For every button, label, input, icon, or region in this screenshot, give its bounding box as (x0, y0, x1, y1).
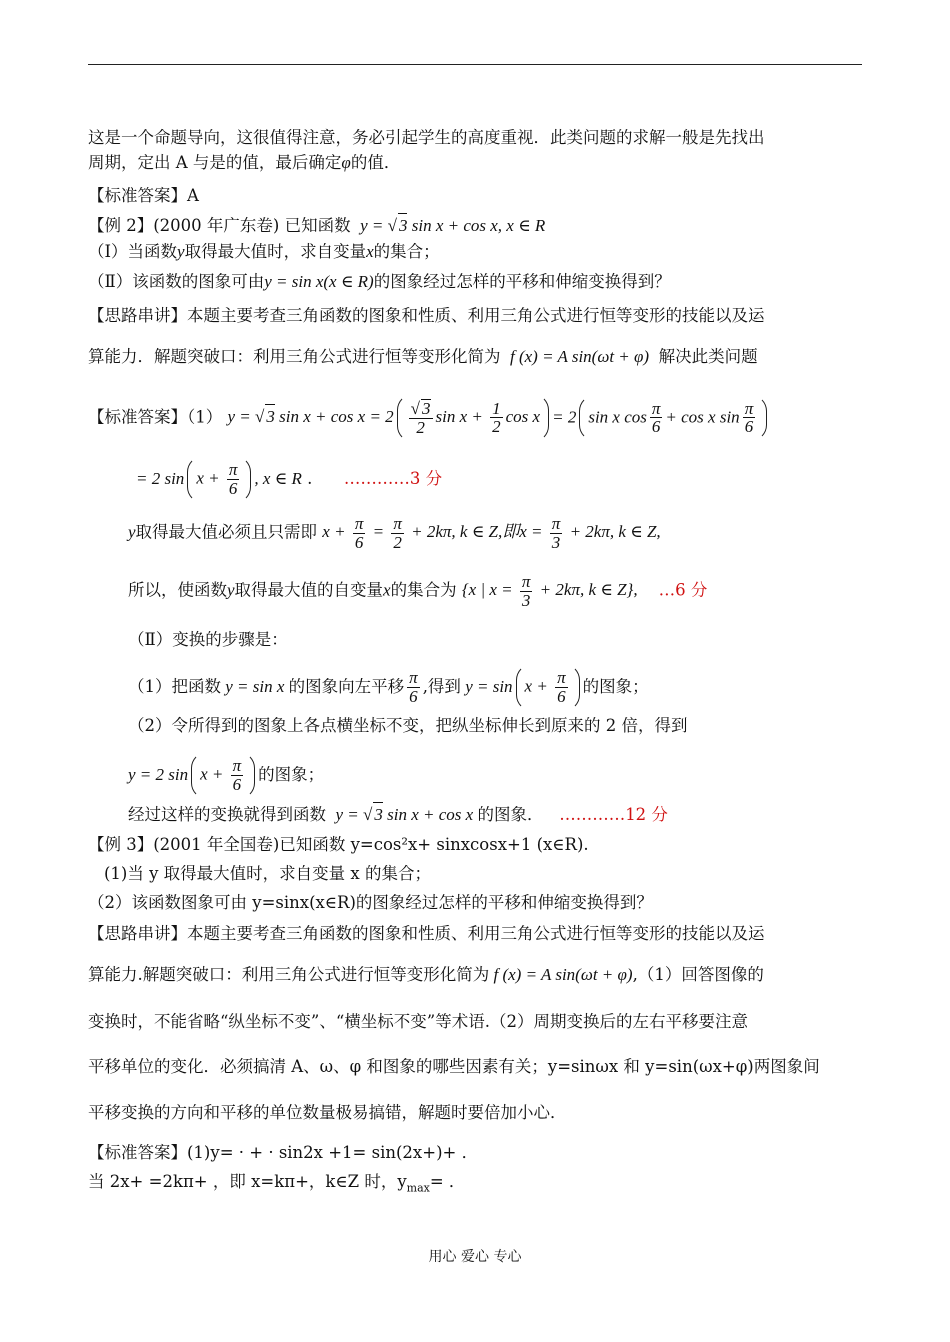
score-mark: …………12 分 (559, 805, 668, 824)
formula: y = √ 3 sin x + cos x, x ∈ R (356, 216, 545, 235)
intro-line-1: 这是一个命题导向，这很值得注意，务必引起学生的高度重视．此类问题的求解一般是先找出 (88, 128, 765, 147)
example-2-conclusion: 所以，使函数y取得最大值的自变量x的集合为 {x | x = $\frac{\pi}{3}$ + 2kπ, k ∈ Z}, …6 分 (128, 572, 708, 610)
example-3-answer: 【标准答案】(1)y= · + · sin2x +1= sin(2x+)+ ． (88, 1143, 479, 1162)
transform-summary: 经过这样的变换就得到函数 y = √ 3 sin x + cos x 的图象． …………12 分 (128, 802, 668, 827)
score-mark: …………3 分 (343, 468, 443, 488)
transform-step-1: （1）把函数 y = sin x 的图象向左平移 $\frac{\pi}{6}$ ,得到 y = sin x + $\frac{\pi}{6}$ 的图象； (128, 664, 649, 711)
example-3-when: 当 2x+ =2kπ+ ，即 x=kπ+，k∈Z 时，$y_{max}=$ ． (88, 1172, 466, 1195)
example-2-idea-1: 【思路串讲】本题主要考查三角函数的图象和性质、利用三角公式进行恒等变形的技能以及运 (88, 306, 765, 325)
example-3-head: 【例 3】(2001 年全国卷)已知函数 y=cos²x+ sinxcosx+1 (x∈R). (88, 835, 589, 854)
example-3-idea-3: 变换时，不能省略“纵坐标不变”、“横坐标不变”等术语.（2）周期变换后的左右平移要注意 (88, 1012, 748, 1031)
transform-head: （Ⅱ）变换的步骤是： (128, 630, 288, 649)
example-2-answer-line-2: = 2 sin x + $\frac{\pi}{6}$ , x ∈ R . …………3 分 (136, 456, 442, 503)
example-3-q2: （2）该函数图象可由 y=sinx(x∈R)的图象经过怎样的平移和伸缩变换得到？ (88, 893, 653, 912)
intro-line-2: 周期，定出 A 与是的值，最后确定φ的值． (88, 153, 401, 172)
example-3-idea-1: 【思路串讲】本题主要考查三角函数的图象和性质、利用三角公式进行恒等变形的技能以及运 (88, 924, 765, 943)
example-2-q1: （Ⅰ）当函数y取得最大值时，求自变量x的集合； (88, 242, 440, 261)
example-3-idea-4: 平移单位的变化．必须搞清 A、ω、φ 和图象的哪些因素有关；y=sinωx 和 y=sin(ωx+φ)两图象间 (88, 1057, 820, 1076)
example-2-head: 【例 2】(2000 年广东卷) 已知函数 y = √ 3 sin x + cos x, x ∈ R (88, 213, 545, 238)
example-3-idea-2: 算能力.解题突破口：利用三角公式进行恒等变形化简为 f (x) = A sin(ωt + φ),（1）回答图像的 (88, 965, 764, 984)
example-2-max-condition: y取得最大值必须且只需即 x + $\frac{\pi}{6}$ = $\frac{\pi}{2}$ + 2kπ, k ∈ Z,即x = $\frac{\pi}{3}$ + 2kπ, k ∈ Z, (128, 514, 661, 552)
example-2-idea-2: 算能力．解题突破口：利用三角公式进行恒等变形化简为 f (x) = A sin(ωt + φ) 解决此类问题 (88, 347, 758, 366)
transform-step-2: （2）令所得到的图象上各点横坐标不变，把纵坐标伸长到原来的 2 倍，得到 (128, 716, 688, 735)
example-2-q2: （Ⅱ）该函数的图象可由y = sin x(x ∈ R)的图象经过怎样的平移和伸缩变换得到？ (88, 272, 671, 291)
example-3-q1: (1)当 y 取得最大值时，求自变量 x 的集合； (104, 864, 431, 883)
example-2-answer-head: 【标准答案】（1） y = √ 3 sin x + cos x = 2 $\frac{√ 3}{2}$ sin x + $\frac{1}{2}$ cos x = 2 sin x cos $\frac{\pi}{6}$ + cos x sin $\frac{\pi}{6}$ (88, 394, 770, 442)
score-mark: …6 分 (658, 580, 708, 600)
page-footer: 用心 爱心 专心 (428, 1249, 522, 1265)
header-rule (88, 64, 862, 65)
example-3-idea-5: 平移变换的方向和平移的单位数量极易搞错，解题时要倍加小心． (88, 1103, 567, 1122)
answer-1: 【标准答案】A (88, 186, 199, 205)
transform-step-2-result: y = 2 sin x + $\frac{\pi}{6}$ 的图象； (128, 752, 324, 799)
